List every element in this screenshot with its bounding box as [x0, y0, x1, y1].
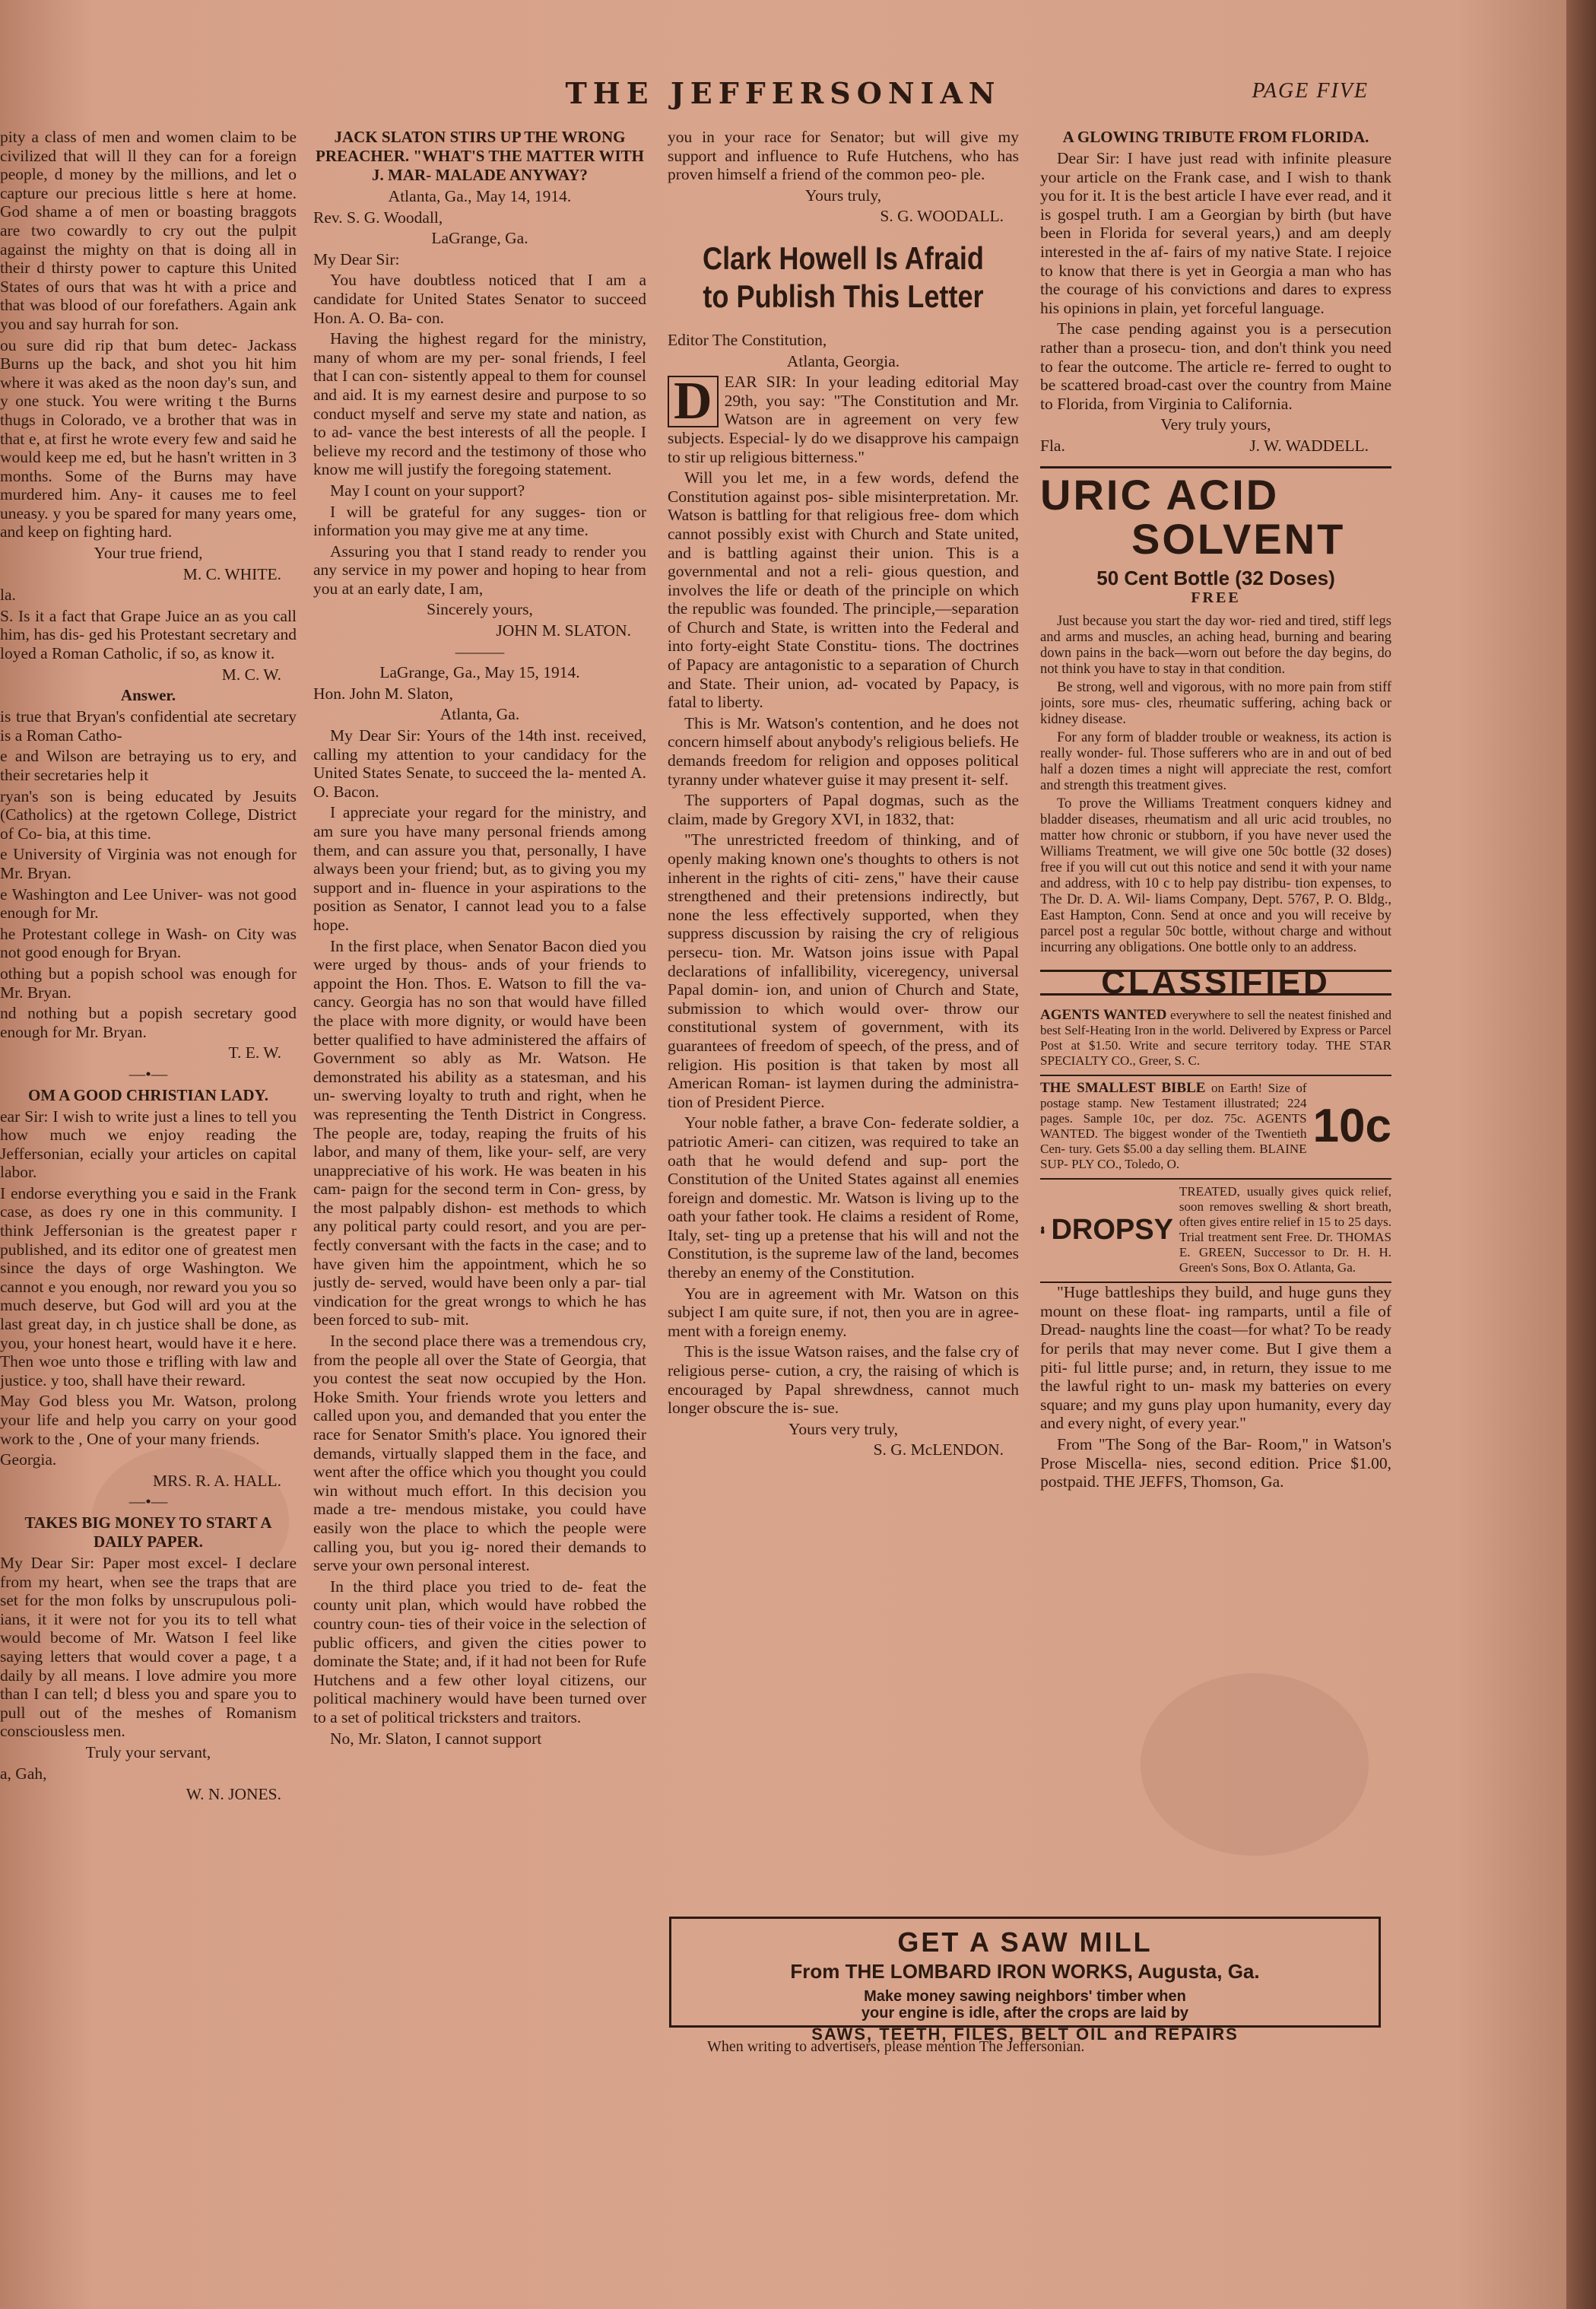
- free-label: FREE: [1191, 589, 1241, 607]
- question-signature: M. C. W.: [221, 665, 281, 684]
- paragraph: pity a class of men and women claim to be civilized that will ll they can for a foreign people, d money by the millions, and let o capture our precious little s here at home. God shame a of men or boasting braggots are two cowardly to cry out the pulpit against the mighty on that is doing all in their d thirsty power to capture this United States of ours that was ht with a price and that was blood of our forefathers. Again ank you and say hurrah for son.: [0, 128, 297, 333]
- paragraph: Assuring you that I stand ready to render you any service in my power and hoping to hear from you at an early date, I am,: [313, 542, 646, 598]
- letter-close: Your true friend,: [94, 544, 203, 563]
- paragraph: Having the highest regard for the ministry, many of whom are my per- sonal friends, I feel that I can con- sistently appeal to them for counsel and aid. It is my earnest desire and purpose to so conduct myself and serve my state and nation, as to ad- vance the best interests of all the people. I believe my record and the testimony of those who know me will justify the foregoing statement.: [313, 329, 646, 479]
- paragraph: In the second place there was a tremendous cry, from the people all over the State of Georgia, that you contest the seat now occupied by the Hon. Hoke Smith. Your friends wrote you letters and called upon you, and demanded that you enter the race for Senator Smith's place. You ignored their demands, virtually slapped them in the face, and went after the office which you thought you could win without much effort. In this decision you made a tre- mendous mistake, you could have easily won the place to which the people were calling you, but you ig- nored their demands to serve your own personal interest.: [313, 1332, 646, 1575]
- paragraph: you in your race for Senator; but will give my support and influence to Rufe Hutchens, who has proven himself a friend of the common peo- ple.: [668, 128, 1019, 184]
- letter-signature: J. W. WADDELL.: [1249, 436, 1369, 455]
- paragraph: I will be grateful for any sugges- tion or information you may give me at any time.: [313, 502, 646, 540]
- paragraph: ou sure did rip that bum detec- Jackass Burns up the back, and shot you hit him where it was aked as the noon day's sun, and y one stuck. You were writing t the Burns thugs in Colorado, ve a brother that was in that e, at first he wrote every few and said he would keep me ed, but he hasn't written in 3 months. Some of the Burns may have murdered him. Any- it causes me to feel uneasy. y you be spared for many years ome, and keep on fighting hard.: [0, 335, 297, 542]
- ad-tagline-line: Make money sawing neighbors' timber when: [864, 1988, 1186, 2005]
- separator-ornament: ———: [455, 642, 505, 661]
- classified-heading: CLASSIFIED: [1040, 970, 1391, 996]
- column-3: [668, 128, 1019, 2120]
- uric-acid-headline: [1040, 470, 1391, 563]
- paragraph: is true that Bryan's confidential ate secretary is a Roman Catho-: [0, 707, 297, 745]
- letter-signature: MRS. R. A. HALL.: [152, 1471, 281, 1490]
- paragraph: The case pending against you is a persecution rather than a prosecu- tion, and don't think you need to fear the outcome. The article re- ferred to ought to be scattered broad-cast over the country from Maine to Florida, from Virginia to California.: [1040, 319, 1391, 413]
- ad-title: THE SMALLEST BIBLE: [1040, 1080, 1206, 1097]
- paragraph: Just because you start the day wor- ried and tired, stiff legs and arms and muscles, an aching head, burning and bearing down pains in the back—worn out before the day begins, do not think you have to stay in that condition.: [1040, 613, 1391, 677]
- paragraph: In the third place you tried to de- feat the county unit plan, which would have robbed the country coun- ties of their voice in the selection of public officers, and given the cities power to dominate the State; and, if it had not been for Rufe Hutchens and a few other loyal citizens, our political machinery would have been turned over to a set of political tricksters and traitors.: [313, 1577, 646, 1726]
- classified-ad-dropsy: [1040, 1180, 1391, 1283]
- classified-ad-agents: [1040, 1003, 1391, 1076]
- bottle-offer: 50 Cent Bottle (32 Doses): [1096, 566, 1335, 589]
- article-heading: A GLOWING TRIBUTE FROM FLORIDA.: [1062, 128, 1369, 146]
- paragraph: For any form of bladder trouble or weakness, its action is really wonder- ful. Those sufferers who are in and out of bed half a dozen times a night will appreciate the rest, comfort and strength this treatment gives.: [1040, 729, 1391, 793]
- paragraph-text: EAR SIR: In your leading editorial May 29th, you say: "The Constitution and Mr. Watson are in agreement on very few subjects. Especial- ly do we disapprove his campaign to stir up religious bitterness.": [668, 373, 1019, 466]
- letter-signature: W. N. JONES.: [186, 1785, 281, 1804]
- dateline: LaGrange, Ga., May 15, 1914.: [379, 663, 580, 682]
- quote-paragraph: "Huge battleships they build, and huge guns they mount on these float- ing ramparts, until a file of Dread- naughts line the coast—for what? To be ready for perils that may never come. But I give them a piti- ful little purse; and, in return, they issue to me the lawful right to un- mask my batteries on every square; and my guns play upon humanity, every day and every night, of every year.": [1040, 1283, 1391, 1433]
- letter-place-signature: [1040, 437, 1391, 456]
- letter-close: Sincerely yours,: [427, 600, 533, 619]
- ad-headline: GET A SAW MILL: [897, 1926, 1153, 1958]
- paragraph: I endorse everything you e said in the Frank case, as does ry one in this community. I think Jeffersonian is the greatest paper r published, and its editor one of greatest men since the days of orge Washington. We cannot e you enough, nor reward you you so much deserve, but God will ard you at the last great day, in ch justice shall be done, as you, your honest heart, would have it e here. Then woe unto those e trifling with law and justice. y too, shall have their reward.: [0, 1183, 297, 1390]
- headline-line: SOLVENT: [1131, 514, 1346, 563]
- paragraph: This is Mr. Watson's contention, and he does not concern himself about anybody's religious beliefs. He demands freedom for religion and opposes political tyranny under whatever guise it may present it- self.: [668, 713, 1019, 789]
- letter-signature: M. C. WHITE.: [182, 564, 281, 583]
- address-line: Rev. S. G. Woodall,: [313, 208, 443, 227]
- letter-close: Truly your servant,: [85, 1742, 211, 1761]
- paragraph: ear Sir: I wish to write just a lines to tell you how much we enjoy reading the Jeffersonian, ecially your articles on capital labor.: [0, 1107, 297, 1182]
- paragraph: "The unrestricted freedom of thinking, and of openly making known one's thoughts to others is not inherent in the rights of citi- zens," have their cause strengthened and their pretensions indirectly, but none the less effectively supported, when they suppress discussion by raising the cry of religious persecu- tion. Mr. Watson joins issue with Papal declarations of infallibility, viceregency, universal Papal domin- ion, and union of Church and State, submission to which would over- throw our constitutional system of government, with its guarantees of freedom of speech, of the press, and of religion. His position is that taken by most all American Roman- ist laymen during the administra- tion of President Pierce.: [668, 831, 1019, 1111]
- ad-title: DROPSY: [1051, 1214, 1173, 1247]
- paragraph: I appreciate your regard for the ministry, and am sure you have many personal friends among them, and can assure you that, personally, I have always been your friend; but, as to giving you my support and in- fluence in your aspirations to the position as Senator, I cannot lead you to a false hope.: [313, 803, 646, 934]
- address-line: LaGrange, Ga.: [431, 229, 528, 248]
- binding-spine: [1566, 0, 1596, 2309]
- article-heading: JACK SLATON STIRS UP THE WRONG PREACHER. "WHAT'S THE MATTER WITH J. MAR- MALADE ANYWAY?: [316, 128, 644, 184]
- footer-note: When writing to advertisers, please mention The Jeffersonian.: [707, 2038, 1085, 2055]
- paragraph: You have doubtless noticed that I am a candidate for United States Senator to succeed Hon. A. O. Ba- con.: [313, 271, 646, 327]
- letter-place: la.: [0, 586, 16, 605]
- letter-close: Yours truly,: [804, 186, 882, 205]
- paragraph-with-drop-cap: [668, 373, 1019, 466]
- page-number: PAGE FIVE: [1252, 79, 1369, 103]
- ad-tagline: [671, 1988, 1379, 2022]
- address-line: Hon. John M. Slaton,: [313, 684, 453, 703]
- paragraph: This is the issue Watson raises, and the false cry of religious perse- cution, a cry, the raising of which is encouraged by Papal shrewdness, cannot much longer obscure the is- sue.: [668, 1342, 1019, 1418]
- question-paragraph: S. Is it a fact that Grape Juice an as you call him, has dis- ged his Protestant secretary and loyed a Roman Catholic, if so, as know it.: [0, 606, 297, 663]
- ad-tagline-line: your engine is idle, after the crops are laid by: [861, 2005, 1189, 2022]
- letter-close: Yours very truly,: [788, 1419, 898, 1438]
- address-line: Atlanta, Ga.: [439, 705, 520, 724]
- paragraph: Your noble father, a brave Con- federate soldier, a patriotic Ameri- can citizen, was required to take an oath that he would defend and sup- port the Constitution of the United States against all enemies foreign and domestic. Mr. Watson is living up to the oath your father took. He claims a resident of Rome, Italy, set- ting up a pretense that his will and not the Constitution, is the supreme law of the land, becomes thereby an enemy of the Constitution.: [668, 1113, 1019, 1282]
- answer-signature: T. E. W.: [228, 1043, 281, 1062]
- dateline: Atlanta, Ga., May 14, 1914.: [388, 187, 572, 205]
- divider: [1040, 466, 1391, 468]
- paragraph: My Dear Sir: Paper most excel- I declare from my heart, when see the traps that are set for the mon folks by unscrupulous poli- ians, it it were not for you its to tell what would become of Mr. Watson I feel like saying letters that would cover a page, t a daily by all means. I love admire you more than I can tell; d bless you and spare you to pull out of the meshes of Romanism consciousless men.: [0, 1553, 297, 1741]
- paragraph: e University of Virginia was not enough for Mr. Bryan.: [0, 845, 297, 882]
- letter-close: Very truly yours,: [1160, 415, 1271, 434]
- paragraph: May I count on your support?: [330, 481, 525, 500]
- article-headline: Clark Howell Is Afraid to Publish This Letter: [702, 240, 984, 314]
- masthead-title: THE JEFFERSONIAN: [565, 76, 1001, 110]
- address-line: Atlanta, Georgia.: [786, 351, 900, 370]
- ad-text: TREATED, usually gives quick relief, soon removes swelling & short breath, often gives entire relief in 15 to 25 days. Trial treatment sent Free. Dr. THOMAS E. GREEN, Successor to Dr. H. H. Green's Sons, Box O. Atlanta, Ga.: [1179, 1184, 1391, 1275]
- paragraph: Be strong, well and vigorous, with no more pain from stiff joints, sore mus- cles, rheumatic suffering, aching back or kidney disease.: [1040, 679, 1391, 727]
- head-portrait-icon: [1040, 1208, 1045, 1251]
- paragraph: To prove the Williams Treatment conquers kidney and bladder diseases, rheumatism and all uric acid troubles, no matter how chronic or stubborn, if you have never used the Williams Treatment, we will give one 50c bottle (32 doses) free if you will cut out this notice and send it with your name and address, with 10 c to help pay distribu- tion expenses, to The Dr. D. A. Wil- liams Company, Dept. 5767, P. O. Bldg., East Hampton, Conn. Send at once and you will receive by parcel post a regular 50c bottle, without charge and without incurring any obligations. One bottle only to an address.: [1040, 796, 1391, 955]
- paragraph: e Washington and Lee Univer- was not good enough for Mr.: [0, 885, 297, 923]
- paragraph: No, Mr. Slaton, I cannot support: [330, 1729, 542, 1748]
- salutation: My Dear Sir:: [313, 249, 400, 268]
- column-1: [0, 128, 297, 2143]
- paragraph: Will you let me, in a few words, defend the Constitution against pos- sible misinterpretation. Mr. Watson is battling for that religious free- dom which cannot possibly exist with Church and State united, and is battling against their union. This is a governmental and not a reli- gious question, and involves the life or death of the principle on which the republic was founded. The principle,—separation of Church and State, is written into the Federal and into forty-eight State Constitu- tions. The doctrines of Papacy are antagonistic to a separation of Church and State. Their union, ad- vocated by Papacy, is fatal to liberty.: [668, 468, 1019, 712]
- paragraph: othing but a popish school was enough for Mr. Bryan.: [0, 964, 297, 1002]
- paragraph: nd nothing but a popish secretary good enough for Mr. Bryan.: [0, 1004, 297, 1041]
- ad-products: SAWS, TEETH, FILES, BELT OIL and REPAIRS: [811, 2025, 1239, 2044]
- column-2: [313, 128, 646, 2143]
- address-line: Editor The Constitution,: [668, 330, 827, 349]
- separator-ornament: —•—: [129, 1492, 168, 1511]
- separator-ornament: —•—: [129, 1064, 168, 1083]
- ad-text: on Earth! Size of postage stamp. New Testament illustrated; 224 pages. Sample 10c, per doz. 75c. AGENTS WANTED. The biggest wonder of the Twentieth Cen- tury. Gets $5.00 a day selling them. BLAINE SUP- PLY CO., Toledo, O.: [1040, 1081, 1307, 1172]
- ad-text: everywhere to sell the neatest finished and best Self-Heating Iron in the world. Delivered by Express or Parcel Post at $1.50. Write and secure territory today. THE STAR SPECIALTY CO., Greer, S. C.: [1040, 1008, 1391, 1069]
- article-heading: TAKES BIG MONEY TO START A DAILY PAPER.: [24, 1513, 272, 1551]
- ad-price: 10c: [1312, 1100, 1391, 1153]
- paragraph: In the first place, when Senator Bacon died you were urged by thous- ands of your friends to appoint the Hon. Thos. E. Watson to fill the va- cancy. Georgia has no son that would have filled the place with more dignity, or would have been better qualified to have administered the affairs of Government so ably as Mr. Watson. He demonstrated his ability as a statesman, and his un- swerving loyalty to truth and right, when he was representing the Tenth District in Congress. The people are, today, reaping the fruits of his labor, and many of them, like your- self, are very unappreciative of his work. He was beaten in his cam- paign for the second term in Con- gress, by the most palpably dishon- est methods to which any political party could resort, and you are per- fectly conversant with the facts in the case; and to have given him the appointment, which he so justly de- served, would have been only a par- tial vindication for the great wrongs to which he has been forced to sub- mit.: [313, 936, 646, 1329]
- paragraph: e and Wilson are betraying us to ery, and their secretaries help it: [0, 747, 297, 784]
- column-4: [1040, 128, 1391, 1885]
- drop-cap: D: [668, 376, 719, 427]
- ad-company: From THE LOMBARD IRON WORKS, Augusta, Ga.: [790, 1960, 1260, 1983]
- letter-signature: S. G. McLENDON.: [873, 1440, 1004, 1459]
- paragraph: Dear Sir: I have just read with infinite pleasure your article on the Frank case, and I wish to thank you for it. It is the best article I have ever read, and it is gospel truth. I am a Georgian by birth (but have been in Florida for several years,) and am deeply interested in the af- fairs of my native State. I rejoice to know that there is yet in Georgia a man who has the courage of his convictions and dares to express his opinions in plain, yet forceful language.: [1040, 149, 1391, 317]
- paragraph: May God bless you Mr. Watson, prolong your life and help you carry on your good work to the , One of your many friends.: [0, 1392, 297, 1448]
- letter-signature: S. G. WOODALL.: [880, 207, 1004, 226]
- paragraph: ryan's son is being educated by Jesuits (Catholics) at the rgetown College, District of Co- bia, at this time.: [0, 786, 297, 843]
- article-heading: OM A GOOD CHRISTIAN LADY.: [27, 1085, 269, 1104]
- ad-title: AGENTS WANTED: [1040, 1007, 1167, 1024]
- paragraph: My Dear Sir: Yours of the 14th inst. received, calling my attention to your candidacy for the United States Senate, to succeed the la- mented A. O. Bacon.: [313, 726, 646, 801]
- classified-ad-bible: [1040, 1076, 1391, 1180]
- quote-source: From "The Song of the Bar- Room," in Watson's Prose Miscella- nies, second edition. Price $1.00, postpaid. THE JEFFS, Thomson, Ga.: [1040, 1435, 1391, 1491]
- headline-line: URIC ACID: [1040, 470, 1280, 519]
- paragraph: You are in agreement with Mr. Watson on this subject I am quite sure, if not, then you are in agree- ment with a foreign enemy.: [668, 1284, 1019, 1340]
- letter-place: Georgia.: [0, 1450, 57, 1469]
- paragraph: The supporters of Papal dogmas, such as the claim, made by Gregory XVI, in 1832, that:: [668, 791, 1019, 828]
- saw-mill-ad: [669, 1917, 1381, 2044]
- letter-place: Fla.: [1040, 436, 1065, 455]
- uric-ad-body: [1040, 614, 1391, 956]
- answer-heading: Answer.: [120, 686, 176, 705]
- ad-body: [1040, 1081, 1307, 1172]
- paragraph: he Protestant college in Wash- on City was not good enough for Bryan.: [0, 924, 297, 962]
- letter-place: a, Gah,: [0, 1764, 47, 1783]
- letter-signature: JOHN M. SLATON.: [496, 621, 631, 640]
